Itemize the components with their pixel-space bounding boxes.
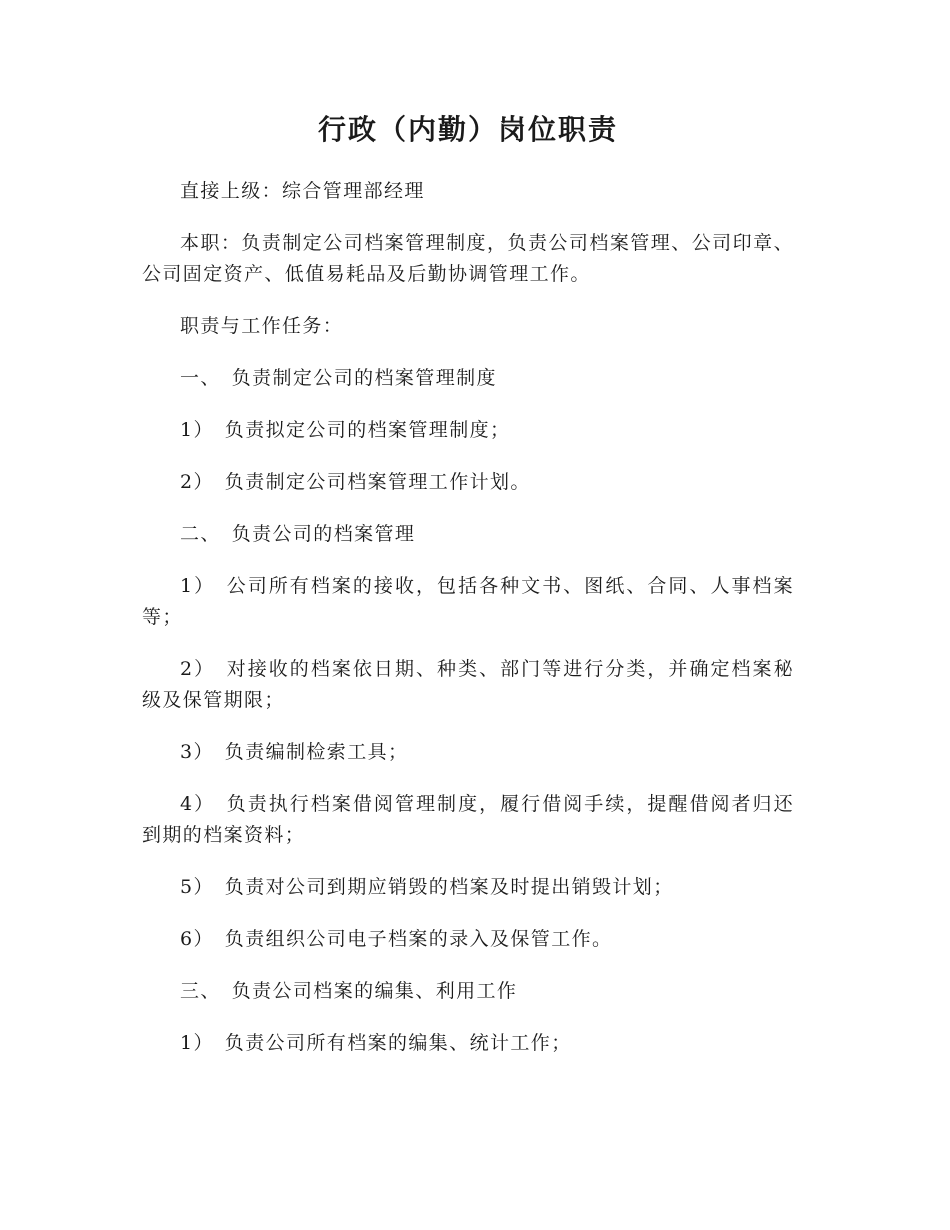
list-item: 1） 公司所有档案的接收，包括各种文书、图纸、合同、人事档案等； [142,575,794,628]
paragraph-tasks-heading: 职责与工作任务： [180,315,344,337]
list-item: 3） 负责编制检索工具； [180,741,409,763]
section-heading-3: 三、 负责公司档案的编集、利用工作 [180,980,518,1002]
section-heading-2: 二、 负责公司的档案管理 [180,523,416,545]
document-page [142,110,794,1080]
list-item: 4） 负责执行档案借阅管理制度，履行借阅手续，提醒借阅者归还到期的档案资料； [142,793,794,846]
list-item: 2） 负责制定公司档案管理工作计划。 [180,471,531,493]
paragraph-supervisor: 直接上级：综合管理部经理 [180,180,425,202]
list-item: 1） 负责公司所有档案的编集、统计工作； [180,1032,572,1054]
list-item: 6） 负责组织公司电子档案的录入及保管工作。 [180,928,613,950]
list-item: 5） 负责对公司到期应销毁的档案及时提出销毁计划； [180,876,674,898]
list-item: 2） 对接收的档案依日期、种类、部门等进行分类，并确定档案秘级及保管期限； [142,658,794,711]
document-title: 行政（内勤）岗位职责 [317,113,618,146]
list-item: 1） 负责拟定公司的档案管理制度； [180,419,511,441]
paragraph-core-duty: 本职：负责制定公司档案管理制度，负责公司档案管理、公司印章、公司固定资产、低值易耗品及后勤协调管理工作。 [142,232,794,285]
section-heading-1: 一、 负责制定公司的档案管理制度 [180,367,497,389]
